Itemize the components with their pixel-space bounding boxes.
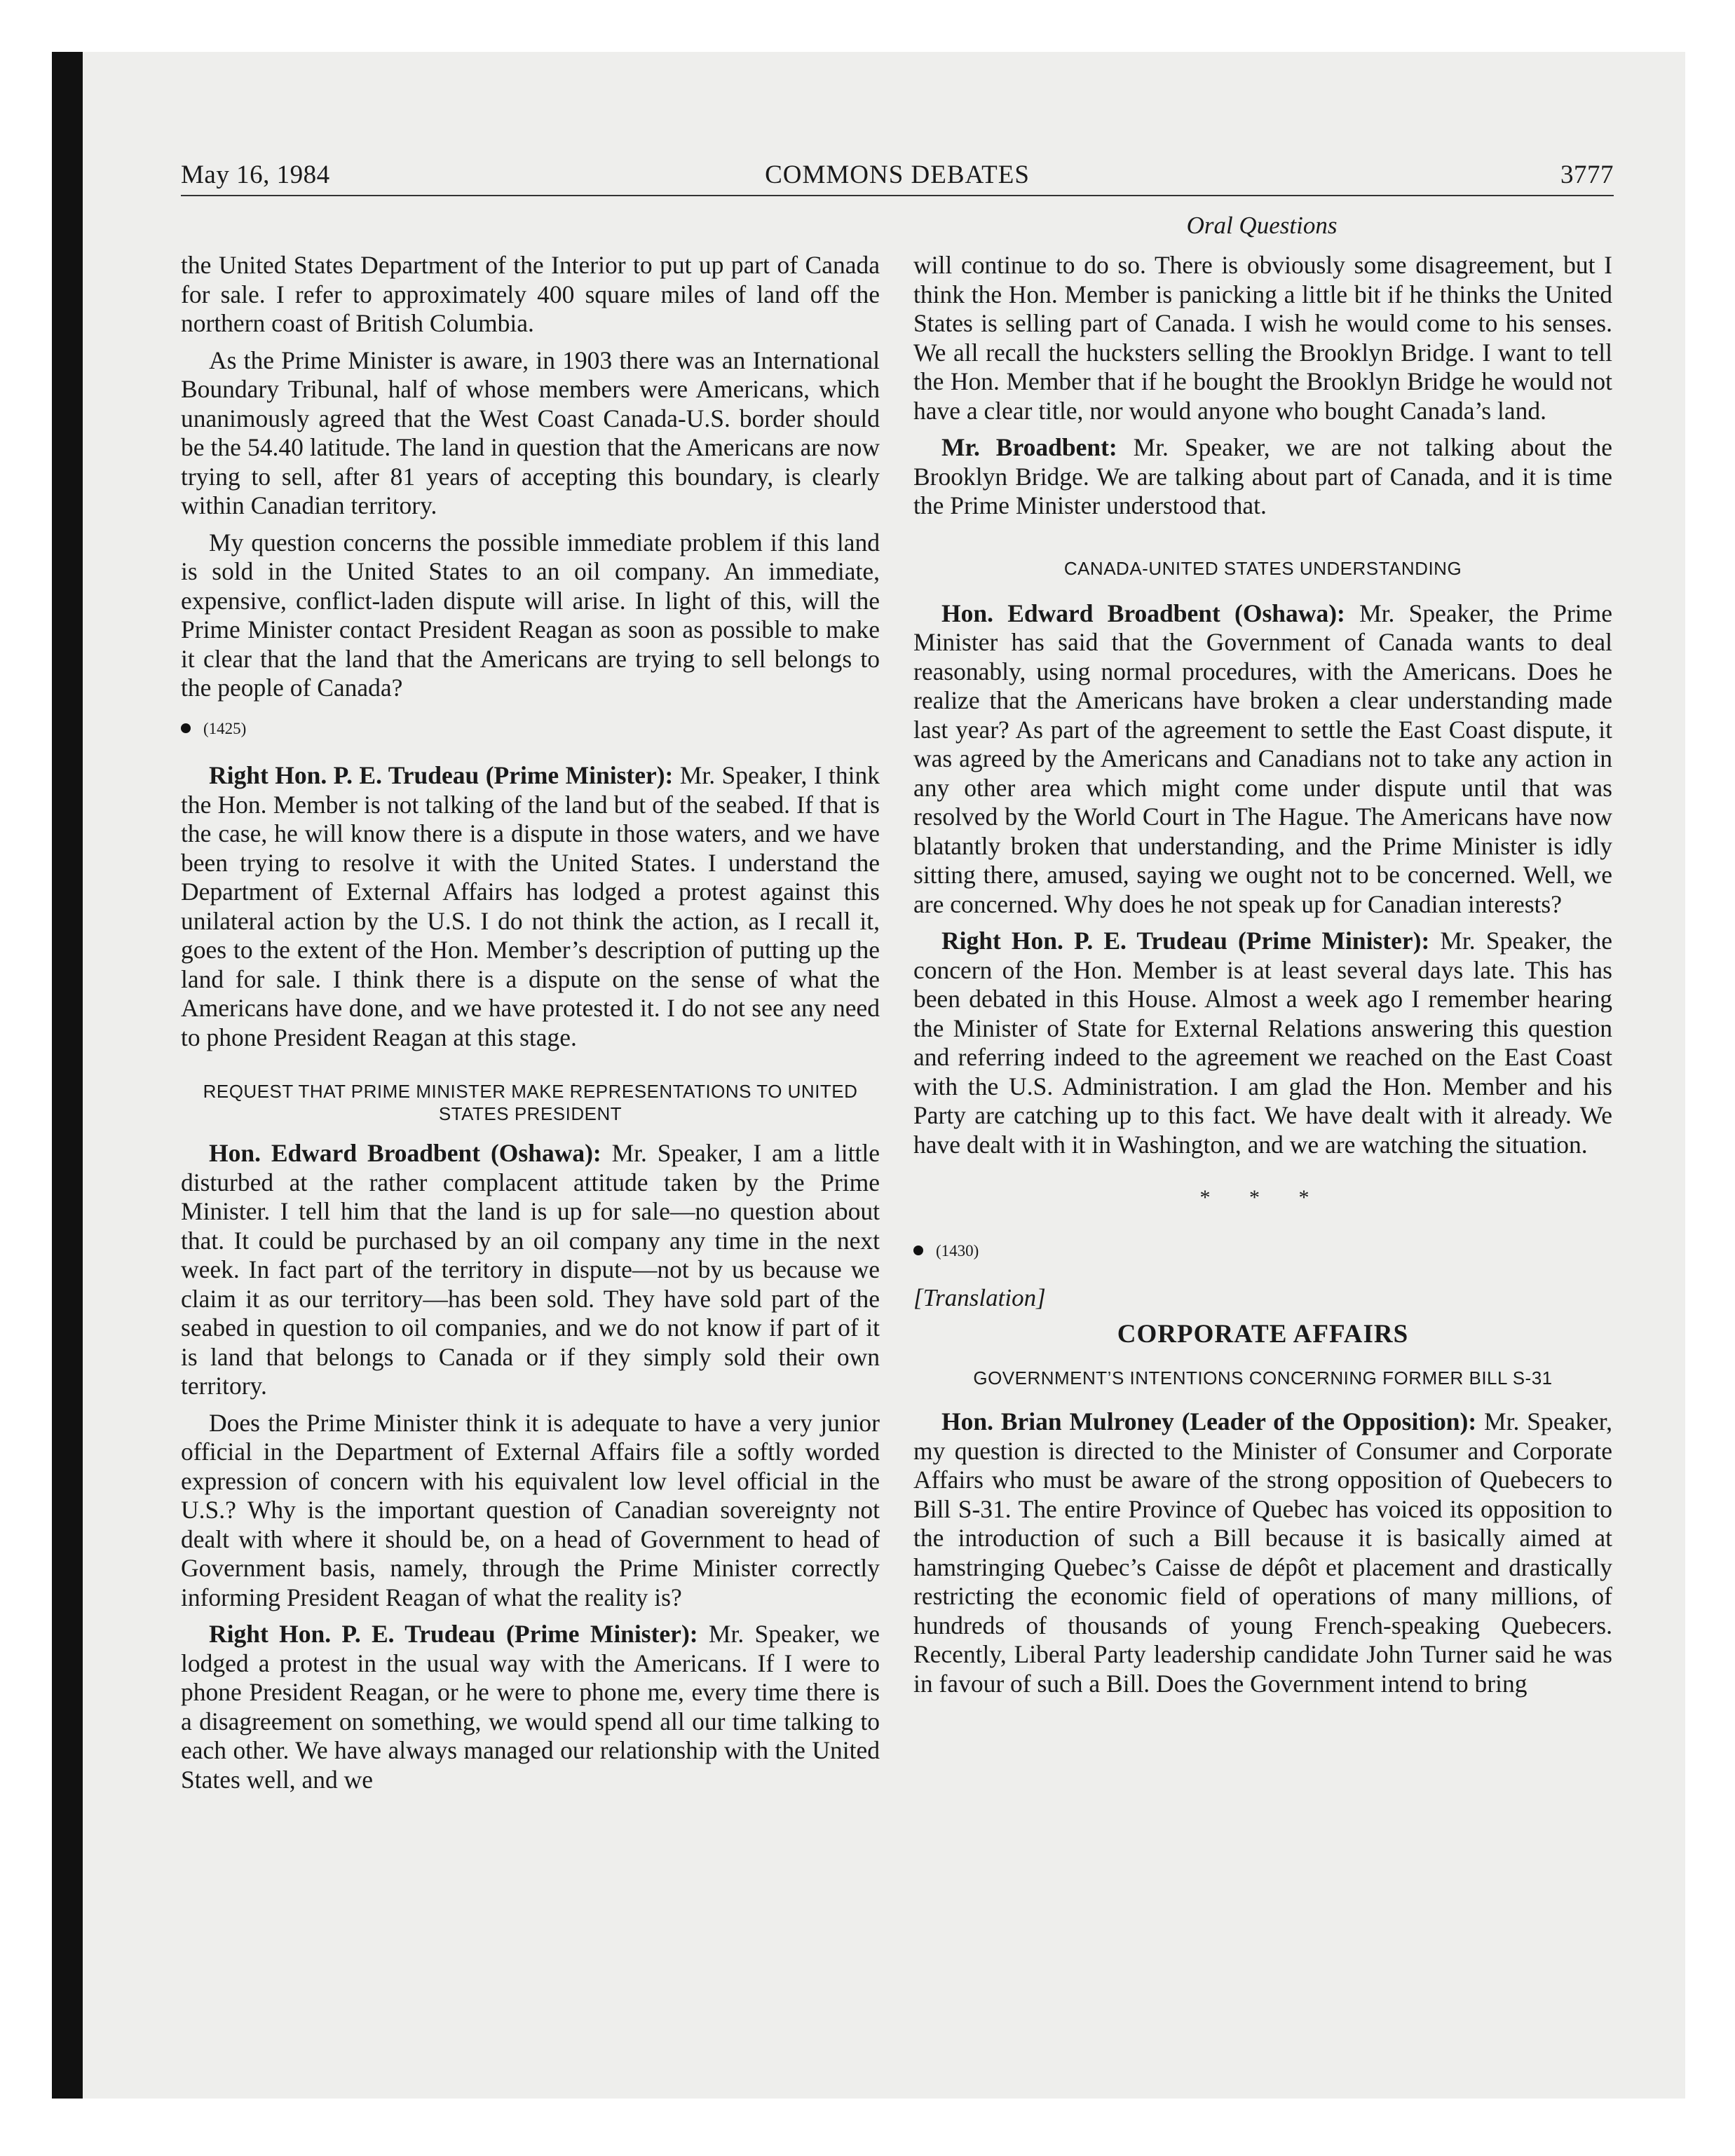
time-marker [181,714,880,744]
running-header [181,160,1614,196]
paragraph: As the Prime Minister is aware, in 1903 there was an International Boundary Tribunal, half of whose members were Americans, which unanimously agreed that the West Coast Canada-U.S. border should be the 54.40 latitude. The land in question that the Americans are now trying to sell, after 81 years of accepting this boundary, is clearly within Canadian territory. [181,346,880,519]
speaker-name: Hon. Edward Broadbent (Oshawa): [209,1139,601,1167]
speaker-name: Right Hon. P. E. Trudeau (Prime Minister): [941,927,1430,955]
speaker-name: Right Hon. P. E. Trudeau (Prime Minister): [209,1620,698,1648]
speaker-name: Hon. Edward Broadbent (Oshawa): [941,599,1345,627]
paragraph: the United States Department of the Interior to put up part of Canada for sale. I refer to approximately 400 square miles of land off the northern coast of British Columbia. [181,251,880,337]
paragraph: Does the Prime Minister think it is adequate to have a very junior official in the Department of External Affairs file a softly worded expression of concern with his equivalent low level official in the U.S.? Why is the important question of Canadian sovereignty not dealt with where it should be, on a head of Government to head of Government basis, namely, through the Prime Minister correctly informing President Reagan of what the reality is? [181,1408,880,1611]
time-stamp: (1425) [203,719,247,737]
right-column [913,251,1612,1706]
speech-text: Mr. Speaker, I think the Hon. Member is not talking of the land but of the seabed. If that is the case, he will know there is a dispute in those waters, and we have been trying to resolve it with the United States. I understand the Department of External Affairs has lodged a protest against this unilateral action by the U.S. I do not think the action, as I recall it, goes to the extent of the Hon. Member’s description of putting up the land for sale. I think there is a dispute on the sense of what the Americans have done, and we have protested it. I do not see any need to phone President Reagan at this stage. [181,761,880,1051]
section-heading: Oral Questions [1186,212,1338,239]
time-stamp: (1430) [936,1241,979,1260]
subheading: GOVERNMENT’S INTENTIONS CONCERNING FORMER BILL S-31 [973,1367,1553,1389]
section-break: * * * [1199,1186,1326,1209]
speech-text: Mr. Speaker, the Prime Minister has said that the Government of Canada wants to deal reasonably, using normal procedures, with the Americans. Does he realize that the Americans have broken a clear understanding made last year? As part of the agreement to settle the East Coast dispute, it was agreed by the Americans and Canadians not to take any action in any other area which might come under dispute until that was resolved by the World Court in The Hague. The Americans have now blatantly broken that understanding, and the Prime Minister is idly sitting there, amused, saying we ought not to be concerned. Well, we are concerned. Why does he not speak up for Canadian interests? [913,599,1612,918]
subheading: REQUEST THAT PRIME MINISTER MAKE REPRESENTATIONS TO UNITED STATES PRESIDENT [203,1081,858,1124]
subheading: CANADA-UNITED STATES UNDERSTANDING [1063,557,1462,579]
paragraph: My question concerns the possible immediate problem if this land is sold in the United States to an oil company. An immediate, expensive, conflict-laden dispute will arise. In light of this, will the Prime Minister contact President Reagan as soon as possible to make it clear that the land that the Americans are trying to sell belongs to the people of Canada? [181,528,880,702]
paragraph: will continue to do so. There is obviously some disagreement, but I think the Hon. Member is panicking a little bit if he thinks the United States is selling part of Canada. I wish he would come to his senses. We all recall the hucksters selling the Brooklyn Bridge. I want to tell the Hon. Member that if he bought the Brooklyn Bridge he would not have a clear title, nor would anyone who bought Canada’s land. [913,251,1612,425]
page-number: 3777 [1560,161,1614,189]
bullet-icon [181,723,191,733]
header-title: COMMONS DEBATES [765,161,1030,189]
header-rule [181,195,1614,196]
header-date: May 16, 1984 [181,161,330,189]
bullet-icon [913,1246,923,1255]
speaker-name: Hon. Brian Mulroney (Leader of the Opposition): [941,1407,1477,1435]
speech [913,927,1612,1159]
translation-note: [Translation] [913,1284,1046,1311]
speaker-name: Right Hon. P. E. Trudeau (Prime Minister): [209,761,674,789]
speech-text: Mr. Speaker, the concern of the Hon. Member is at least several days late. This has been debated in this House. Almost a week ago I remember hearing the Minister of State for External Relations answering this question and referring indeed to the agreement we reached on the East Coast with the U.S. Administration. I am glad the Hon. Member and his Party are catching up to this fact. We have dealt with it already. We have dealt with it in Washington, and we are watching the situation. [913,927,1612,1159]
speech [181,1139,880,1401]
speech-text: Mr. Speaker, I am a little disturbed at the rather complacent attitude taken by the Prime Minister. I tell him that the land is up for sale—no question about that. It could be purchased by an oil company any time in the next week. In fact part of the territory in dispute—not by us because we claim it as our territory—has been sold. They have sold part of the seabed in question to oil companies, and we do not know if part of it is land that belongs to Canada or if they simply sold their own territory. [181,1139,880,1400]
speech [181,1620,880,1794]
main-heading: CORPORATE AFFAIRS [1117,1319,1409,1349]
speech-text: Mr. Speaker, we are not talking about the Brooklyn Bridge. We are talking about part of Canada, and it is time the Prime Minister understood that. [913,433,1612,519]
speech [913,1407,1612,1698]
speech [913,599,1612,920]
speech [913,433,1612,521]
left-column [181,251,880,1802]
time-marker [913,1236,1612,1266]
speaker-name: Mr. Broadbent: [941,433,1117,461]
binding-edge [52,52,83,2099]
speech [181,761,880,1052]
speech-text: Mr. Speaker, my question is directed to the Minister of Consumer and Corporate Affairs who must be aware of the strong opposition of Quebecers to Bill S-31. The entire Province of Quebec has voiced its opposition to the introduction of such a Bill because it is basically aimed at hamstringing Quebec’s Caisse de dépôt et placement and drastically restricting the economic field of operations of many millions, of hundreds of thousands of young French-speaking Quebecers. Recently, Liberal Party leadership candidate John Turner said he was in favour of such a Bill. Does the Government intend to bring [913,1407,1612,1698]
speech-text: Mr. Speaker, we lodged a protest in the usual way with the Americans. If I were to phone President Reagan, or he were to phone me, every time there is a disagreement on something, we would spend all our time talking to each other. We have always managed our relationship with the United States well, and we [181,1620,880,1794]
